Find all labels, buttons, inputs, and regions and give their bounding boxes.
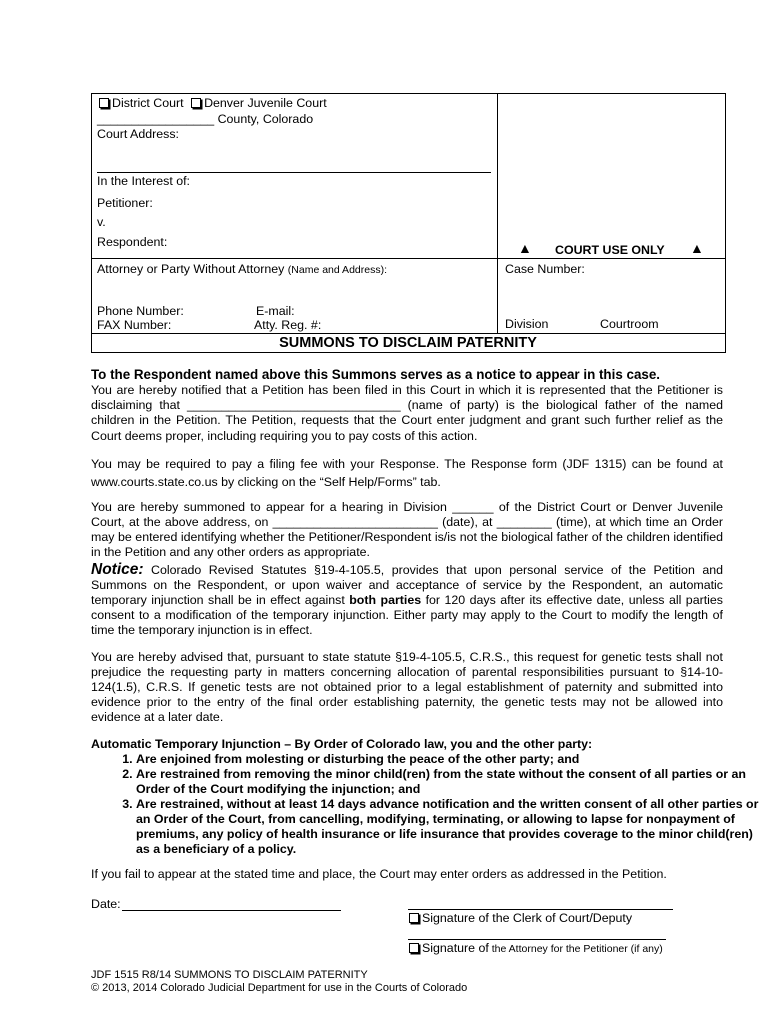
attorney-label-main: Attorney or Party Without Attorney [97,262,285,276]
email-label: E-mail: [256,304,295,318]
date-label: Date: [91,897,121,911]
document-title: SUMMONS TO DISCLAIM PATERNITY [279,335,537,351]
checkbox-icon [191,98,201,108]
atty-reg-label: Atty. Reg. #: [254,318,322,332]
caption-divider-row1 [91,258,726,259]
attorney-signature-line[interactable] [408,939,666,940]
up-triangle-icon: ▲ [518,240,532,256]
caption-divider-row2 [91,333,726,334]
fail-to-appear-text: If you fail to appear at the stated time and place, the Court may enter orders as addressed in the Petition. [91,867,667,881]
division-label: Division [505,317,549,331]
attorney-label-sub: (Name and Address): [287,264,387,276]
attorney-signature [409,941,663,955]
versus-label: v. [97,215,106,229]
district-court-checkbox[interactable] [99,96,112,110]
checkbox-icon [409,943,419,953]
caption-divider-vertical [497,93,498,334]
court-address-underline [97,172,491,173]
respondent-label: Respondent: [97,235,168,249]
clerk-checkbox[interactable] [409,911,422,925]
notice-text-pre: Colorado Revised Statutes §19-4-105.5, provides that upon personal service of the Petition and Summons on the Respondent, or upon waiver and acceptance of service by the Respondent, an automatic temporary injunction shall be in effect against [91,563,723,607]
date-line[interactable] [122,910,341,911]
paragraph-notice [91,562,723,638]
caption-box [91,93,726,353]
footer-copyright: © 2013, 2014 Colorado Judicial Department for use in the Courts of Colorado [91,982,468,994]
injunction-heading: Automatic Temporary Injunction – By Order of Colorado law, you and the other party: [91,737,593,751]
fax-label: FAX Number: [97,318,172,332]
clerk-signature-line[interactable] [408,909,673,910]
attorney-checkbox[interactable] [409,941,422,955]
court-type-row [99,96,327,110]
county-line: _________________ County, Colorado [97,112,314,126]
injunction-item: 3. Are restrained, without at least 14 days advance notification and the written consent of all other parties or an Order of the Court, from cancelling, modifying, terminating, or allowing to lapse for nonpayment of premiums, any policy of health insurance or life insurance that provides coverage to the minor child(ren) as a beneficiary of a policy. [136,797,768,857]
attorney-label [97,262,387,276]
form-footer [91,969,467,995]
paragraph-petition-filed: You are hereby notified that a Petition has been filed in this Court in which it is represented that the Petitioner is disclaiming that _______________________________ (name of party) is the biological father of the named children in the Petition. The Petition, requests that the Court enter judgment and grant such further relief as the Court deems proper, including requiring you to pay costs of this action. [91,383,723,443]
denver-juvenile-label: Denver Juvenile Court [204,96,327,110]
injunction-item: 2. Are restrained from removing the minor child(ren) from the state without the consent of all parties or an Order of the Court modifying the injunction; and [136,767,768,797]
attorney-signature-suffix: the Attorney for the Petitioner (if any) [488,943,663,955]
checkbox-icon [99,98,109,108]
courtroom-label: Courtroom [600,317,659,331]
notice-text-post: for 120 days after its effective date, unless all parties consent to a modification of the temporary injunction. Either party may apply to the Court to modify the length of time the temporary injunction is in effect. [91,593,723,637]
lead-heading: To the Respondent named above this Summons serves as a notice to appear in this case. [91,367,661,382]
court-address-label: Court Address: [97,127,179,141]
checkbox-icon [409,913,419,923]
clerk-signature [409,911,632,925]
court-use-only-label: COURT USE ONLY [555,243,665,257]
case-number-label: Case Number: [505,262,585,276]
up-triangle-icon: ▲ [690,240,704,256]
injunction-list [91,752,768,857]
paragraph-genetic-tests: You are hereby advised that, pursuant to state statute §19-4-105.5, C.R.S., this request for genetic tests shall not prejudice the requesting party in matters concerning allocation of parental responsibilities pursuant to §14-10-124(1.5), C.R.S. If genetic tests are not obtained prior to a legal establishment of paternity and submitted into evidence prior to the entry of the final order establishing paternity, the genetic tests may not be allowed into evidence at a later date. [91,650,723,724]
denver-juvenile-checkbox[interactable] [191,96,204,110]
footer-form-id: JDF 1515 R8/14 SUMMONS TO DISCLAIM PATERNITY [91,969,368,981]
injunction-item: 1. Are enjoined from molesting or disturbing the peace of the other party; and [136,752,768,767]
paragraph-hearing: You are hereby summoned to appear for a hearing in Division ______ of the District Court or Denver Juvenile Court, at the above address, on ________________________ (date), at ________ (time), at which time an Order may be entered identifying whether the Petitioner/Respondent is/is not the biological father of the children identified in the Petition and any other orders as appropriate. [91,500,723,559]
notice-word: Notice: [91,561,144,578]
clerk-signature-label: Signature of the Clerk of Court/Deputy [422,911,633,925]
in-the-interest-label: In the Interest of: [97,174,190,188]
district-court-label: District Court [112,96,184,110]
phone-label: Phone Number: [97,304,184,318]
petitioner-label: Petitioner: [97,196,153,210]
paragraph-filing-fee: You may be required to pay a filing fee with your Response. The Response form (JDF 1315) can be found at www.courts.state.co.us by clicking on the “Self Help/Forms” tab. [91,457,723,489]
notice-text-bold: both parties [349,593,422,607]
attorney-signature-prefix: Signature of [422,941,489,955]
